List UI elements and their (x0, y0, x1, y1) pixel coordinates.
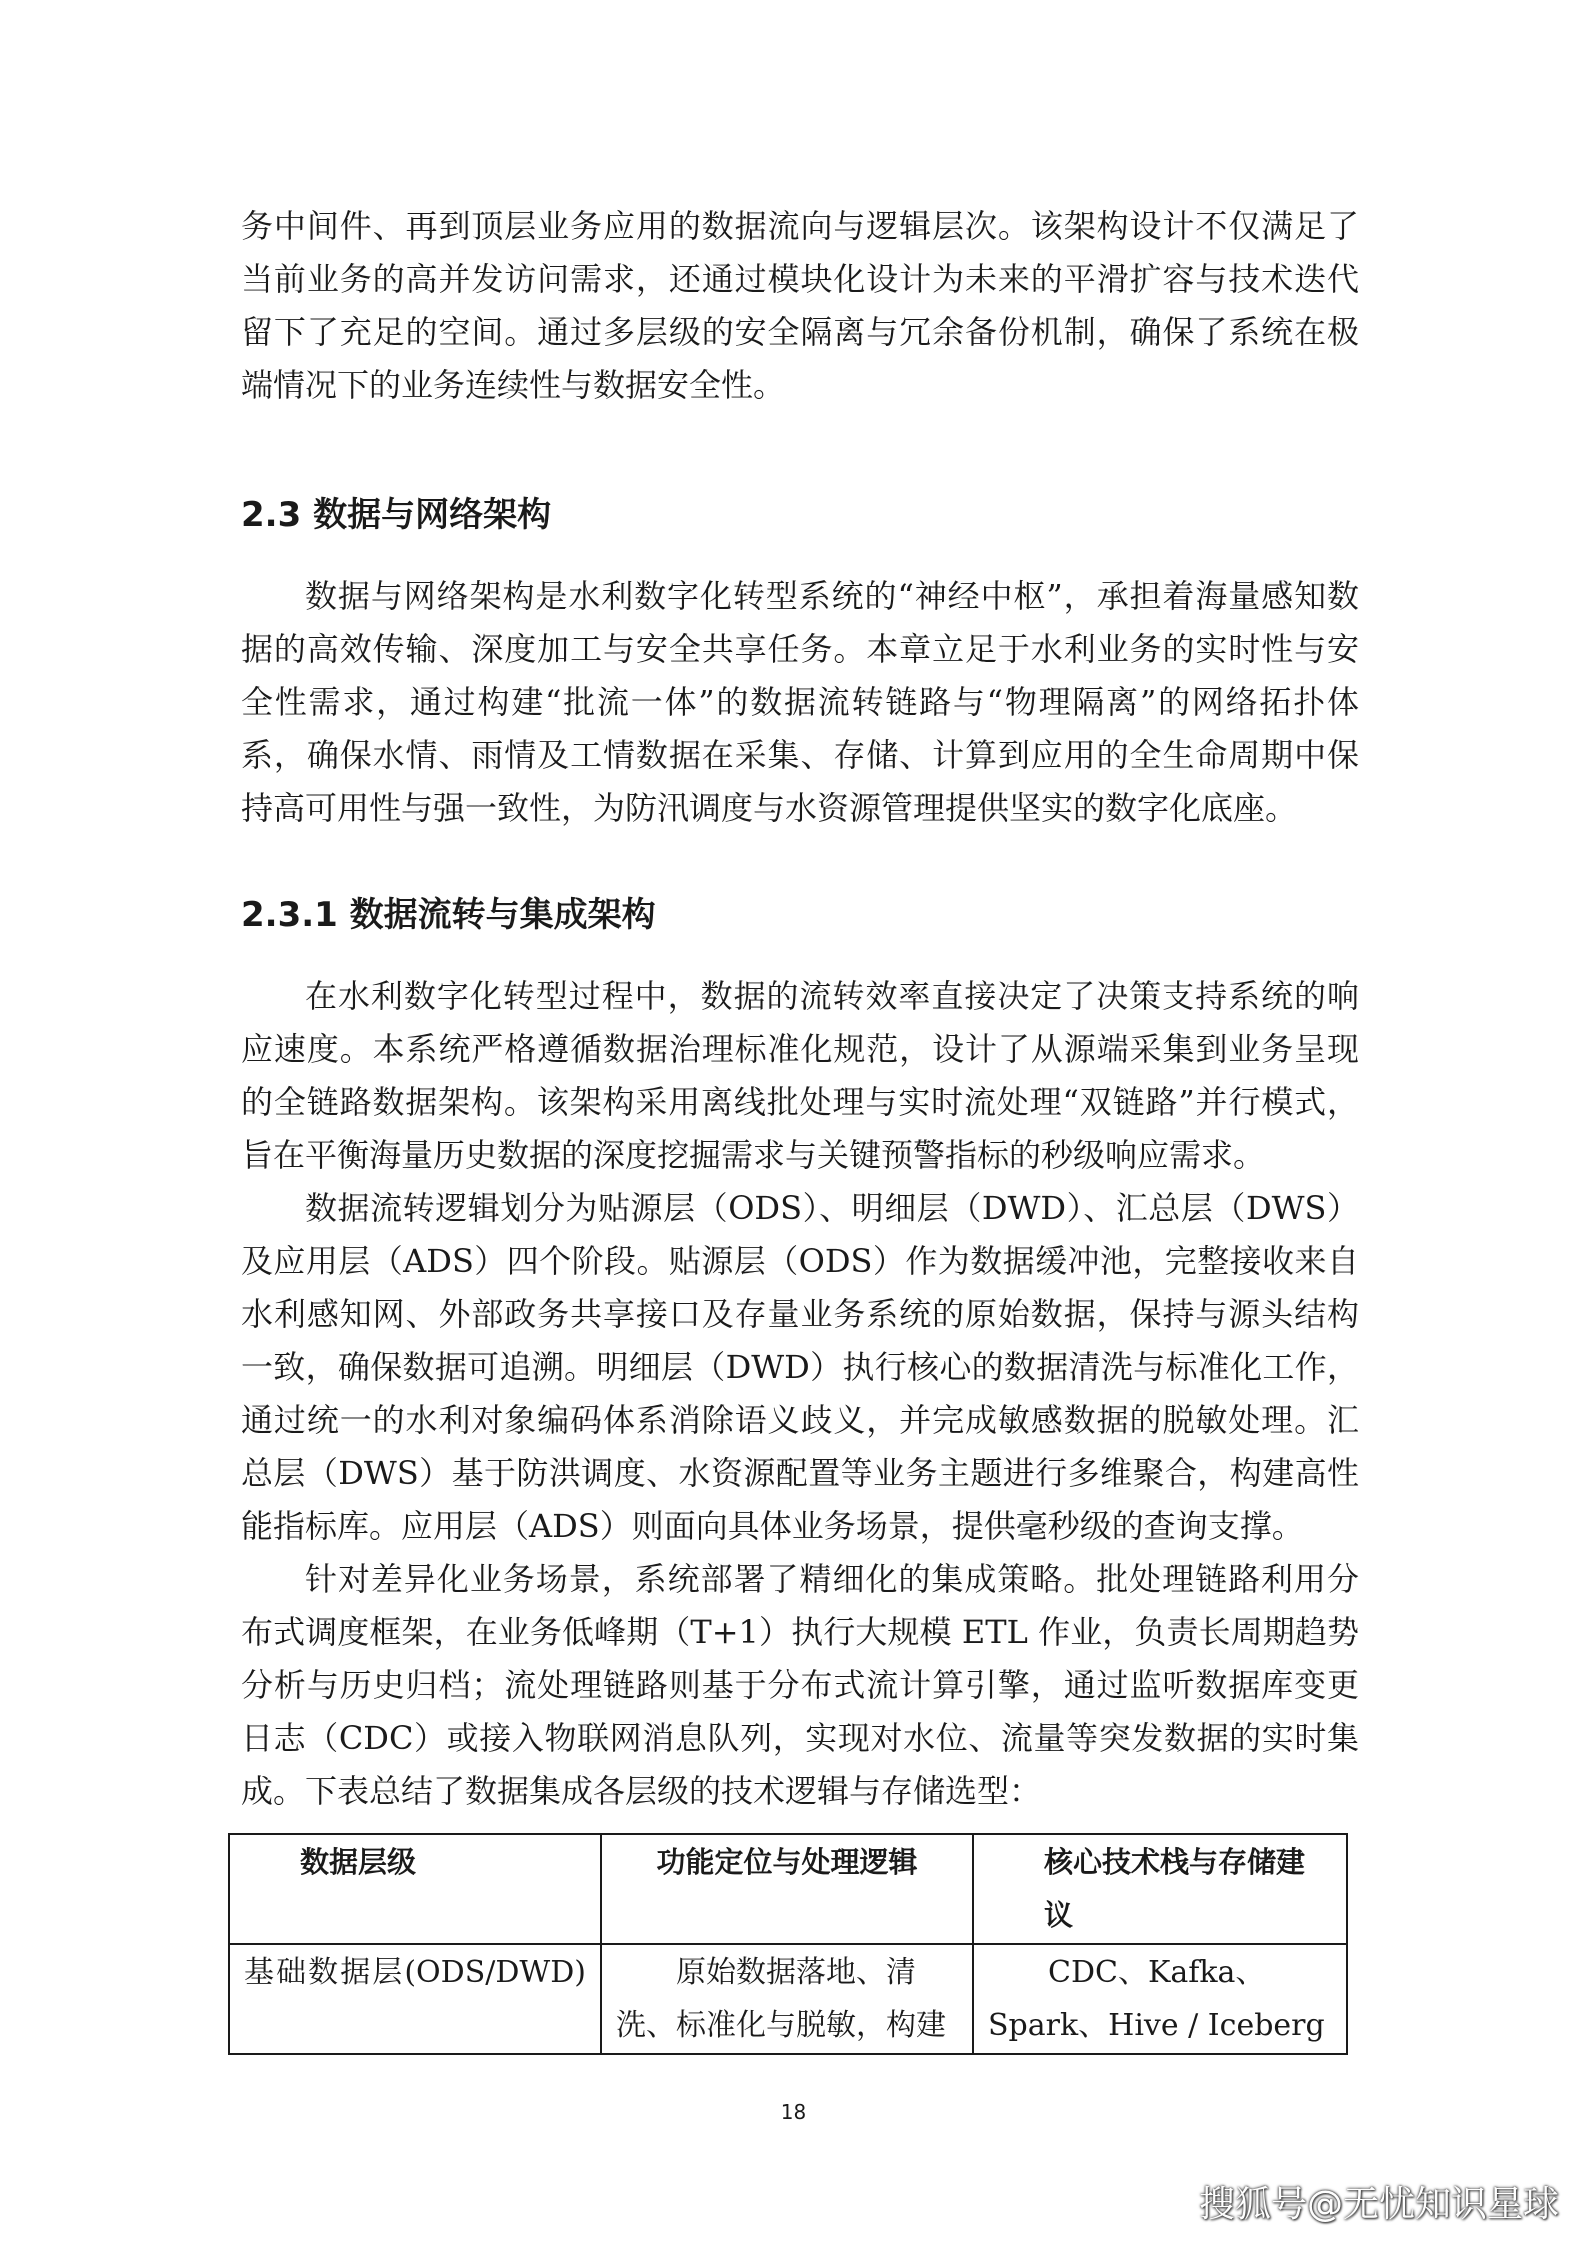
paragraph-data-flow-overview: 在水利数字化转型过程中，数据的流转效率直接决定了决策支持系统的响应速度。本系统严格遵循数据治理标准化规范，设计了从源端采集到业务呈现的全链路数据架构。该架构采用离线批处理与实时流处理“双链路”并行模式，旨在平衡海量历史数据的深度挖掘需求与关键预警指标的秒级响应需求。 (241, 977, 1359, 1174)
paragraph-intro: 数据与网络架构是水利数字化转型系统的“神经中枢”，承担着海量感知数据的高效传输、深度加工与安全共享任务。本章立足于水利业务的实时性与安全性需求，通过构建“批流一体”的数据流转链路与“物理隔离”的网络拓扑体系，确保水情、雨情及工情数据在采集、存储、计算到应用的全生命周期中保持高可用性与强一致性，为防汛调度与水资源管理提供坚实的数字化底座。 (241, 577, 1359, 827)
paragraph-integration-strategy: 针对差异化业务场景，系统部署了精细化的集成策略。批处理链路利用分布式调度框架，在业务低峰期（T+1）执行大规模 ETL 作业，负责长周期趋势分析与历史归档；流处理链路则基于分布式流计算引擎，通过监听数据库变更日志（CDC）或接入物联网消息队列，实现对水位、流量等突发数据的实时集成。 (241, 1560, 1359, 1810)
table-row (229, 1944, 1347, 2054)
data-integration-table (228, 1833, 1348, 2055)
table-header-function: 功能定位与处理逻辑 (601, 1834, 973, 1944)
page-number: 18 (780, 2100, 807, 2124)
paragraph-table-intro: 下表总结了数据集成各层级的技术逻辑与存储选型： (305, 1772, 1042, 1810)
watermark: 搜狐号@无忧知识星球 (1198, 2184, 1559, 2225)
section-heading-2-3: 2.3 数据与网络架构 (241, 495, 552, 535)
section-heading-2-3-1: 2.3.1 数据流转与集成架构 (241, 895, 656, 935)
paragraph-continuation: 务中间件、再到顶层业务应用的数据流向与逻辑层次。该架构设计不仅满足了当前业务的高并发访问需求，还通过模块化设计为未来的平滑扩容与技术迭代留下了充足的空间。通过多层级的安全隔离与冗余备份机制，确保了系统在极端情况下的业务连续性与数据安全性。 (241, 207, 1359, 404)
table-cell-tech: CDC、Kafka、Spark、Hive / Iceberg (973, 1944, 1347, 2054)
table-header-row (229, 1834, 1347, 1944)
table-cell-function: 原始数据落地、清洗、标准化与脱敏，构建 (601, 1944, 973, 2054)
paragraph-layer-description: 数据流转逻辑划分为贴源层（ODS）、明细层（DWD）、汇总层（DWS）及应用层（ADS）四个阶段。贴源层（ODS）作为数据缓冲池，完整接收来自水利感知网、外部政务共享接口及存量业务系统的原始数据，保持与源头结构一致，确保数据可追溯。明细层（DWD）执行核心的数据清洗与标准化工作，通过统一的水利对象编码体系消除语义歧义，并完成敏感数据的脱敏处理。汇总层（DWS）基于防洪调度、水资源配置等业务主题进行多维聚合，构建高性能指标库。应用层（ADS）则面向具体业务场景，提供毫秒级的查询支撑。 (241, 1189, 1359, 1545)
table-header-tech: 核心技术栈与存储建议 (973, 1834, 1347, 1944)
table-header-layer: 数据层级 (229, 1834, 601, 1944)
table-cell-layer: 基础数据层(ODS/DWD) (229, 1944, 601, 2054)
